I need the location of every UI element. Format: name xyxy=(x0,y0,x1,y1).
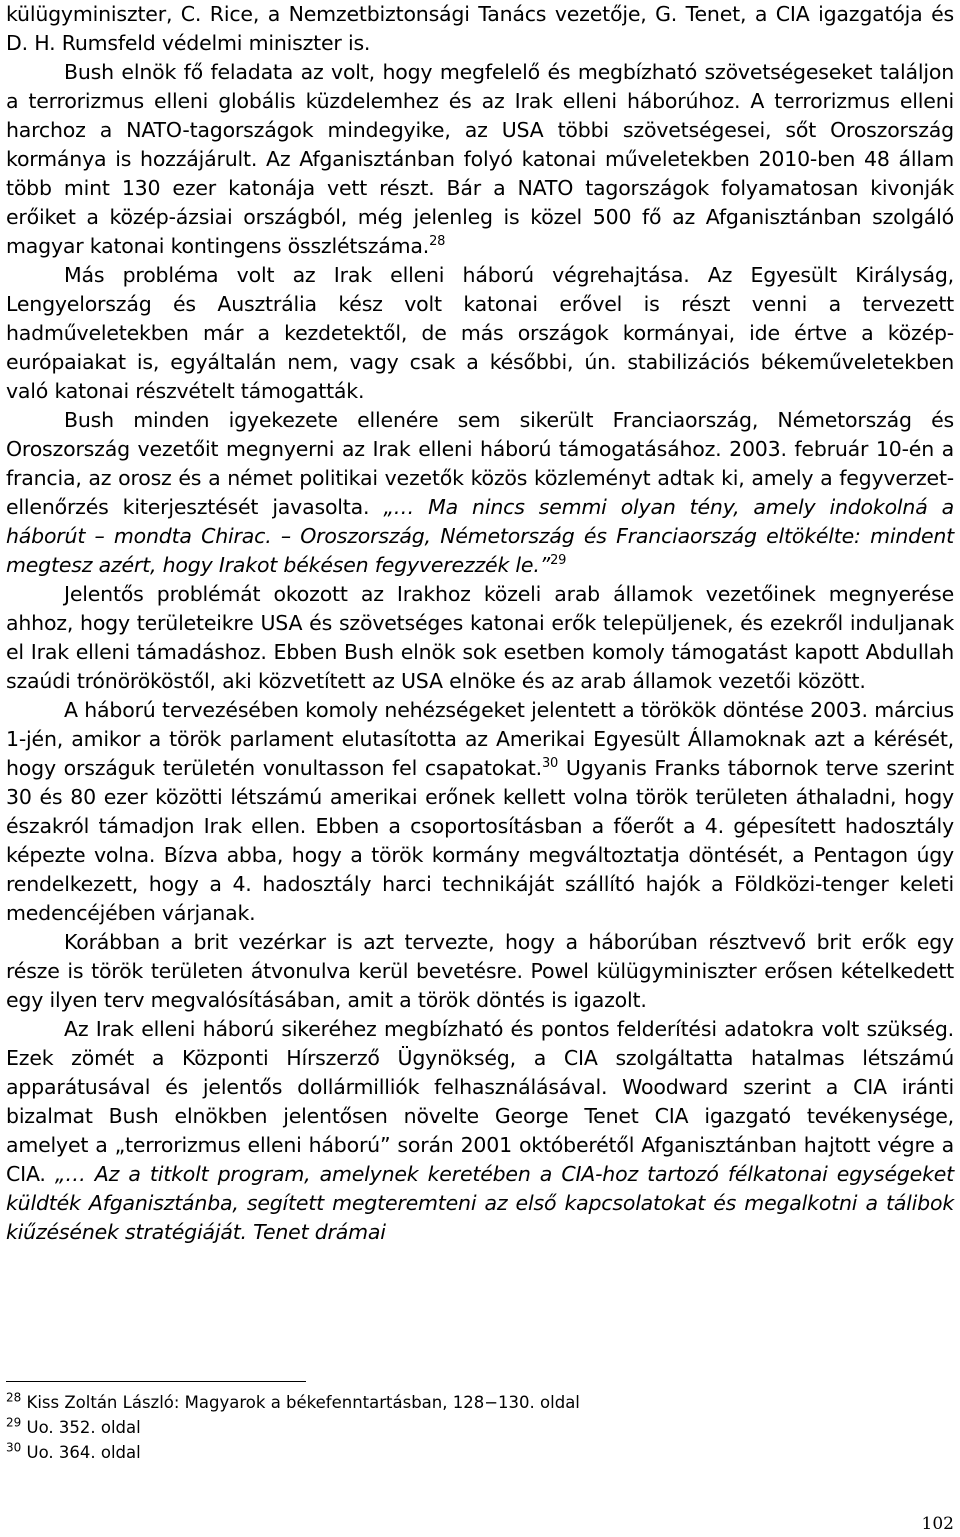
footnote-text: Uo. 364. oldal xyxy=(21,1443,141,1462)
quote-text: „… Ma nincs semmi olyan tény, amely indokolná a háborút – mondta Chirac. – Oroszország, Németország és Franciaország eltökélte: mindent megtesz azért, hogy Irakot békésen fegyverezzék le.” xyxy=(6,495,954,577)
footnote-ref: 30 xyxy=(541,756,559,772)
paragraph xyxy=(6,261,954,406)
footnotes xyxy=(6,1390,906,1465)
paragraph-text: Az Irak elleni háború sikeréhez megbízható és pontos felderítési adatokra volt szükség. Ezek zömét a Központi Hírszerző Ügynökség, a CIA szolgáltatta hatalmas létszámú apparátusával és jelentős dollármilliók felhasználásával. Woodward szerint a CIA iránti bizalmat Bush elnökben jelentősen növelte George Tenet CIA igazgató tevékenysége, amelyet a „terrorizmus elleni háború” során 2001 októberétől Afganisztánban hajtott végre a CIA. xyxy=(6,1017,954,1186)
footnote-text: Kiss Zoltán László: Magyarok a békefenntartásban, 128−130. oldal xyxy=(21,1393,580,1412)
paragraph xyxy=(6,406,954,580)
paragraph xyxy=(6,0,954,58)
footnote xyxy=(6,1415,906,1440)
paragraph-text: Korábban a brit vezérkar is azt tervezte, hogy a háborúban résztvevő brit erők egy része is török területen átvonulva kerül bevetésre. Powel külügyminiszter erősen kételkedett egy ilyen terv megvalósításában, amit a török döntés is igazolt. xyxy=(6,930,954,1012)
footnote-ref: 28 xyxy=(429,234,446,250)
paragraph xyxy=(6,1015,954,1247)
paragraph-text: Bush minden igyekezete ellenére sem sikerült Franciaország, Németország és Oroszország vezetőit megnyerni az Irak elleni háború támogatásához. 2003. február 10-én a francia, az orosz és a német politikai vezetők közös közleményt adtak ki, amely a fegyverzet-ellenőrzés kiterjesztését javasolta. xyxy=(6,408,954,519)
paragraph-text: külügyminiszter, C. Rice, a Nemzetbiztonsági Tanács vezetője, G. Tenet, a CIA igazgatója és D. H. Rumsfeld védelmi miniszter is. xyxy=(6,2,954,55)
footnote xyxy=(6,1390,906,1415)
paragraph xyxy=(6,928,954,1015)
body-text xyxy=(6,0,954,1247)
footnote xyxy=(6,1440,906,1465)
footnote-number: 28 xyxy=(6,1390,22,1405)
paragraph xyxy=(6,696,954,928)
paragraph-text: Más probléma volt az Irak elleni háború végrehajtása. Az Egyesült Királyság, Lengyelország és Ausztrália kész volt katonai erővel is részt venni a tervezett hadműveletekben már a kezdetektől, de más országok kormányai, ide értve a közép-európaiakat is, egyáltalán nem, vagy csak a későbbi, ún. stabilizációs békeműveletekben való katonai részvételt támogatták. xyxy=(6,263,954,403)
paragraph-text: Ugyanis Franks tábornok terve szerint 30 és 80 ezer közötti létszámú amerikai erőnek kellett volna török területen áthaladni, hogy északról támadjon Irak ellen. Ebben a csoportosításban a főerőt a 4. gépesített hadosztály képezte volna. Bízva abba, hogy a török kormány megváltoztatja döntését, a Pentagon úgy rendelkezett, hogy a 4. hadosztály harci technikáját szállító hajók a Földközi-tenger keleti medencéjében várjanak. xyxy=(6,756,955,925)
footnote-separator xyxy=(6,1381,306,1382)
paragraph-text: A háború tervezésében komoly nehézségeket jelentett a törökök döntése 2003. március 1-jén, amikor a török parlament elutasította az Amerikai Egyesült Államoknak azt a kérését, hogy országuk területén vonultasson fel csapatokat. xyxy=(6,698,954,780)
page-number: 102 xyxy=(921,1514,954,1534)
paragraph xyxy=(6,58,954,261)
footnote-number: 29 xyxy=(6,1415,22,1430)
quote-text: „… Az a titkolt program, amelynek keretében a CIA-hoz tartozó félkatonai egységeket küldték Afganisztánba, segített megteremteni az első kapcsolatokat és megalkotni a tálibok kiűzésének stratégiáját. Tenet drámai xyxy=(6,1162,955,1244)
paragraph-text: Jelentős problémát okozott az Irakhoz közeli arab államok vezetőinek megnyerése ahhoz, hogy területeikre USA és szövetséges katonai erők települjenek, és ezekről induljanak el Irak elleni támadáshoz. Ebben Bush elnök sok esetben komoly támogatást kapott Abdullah szaúdi trónörököstől, aki közvetített az USA elnöke és az arab államok vezetői között. xyxy=(6,582,954,693)
footnote-text: Uo. 352. oldal xyxy=(21,1418,141,1437)
paragraph-text: Bush elnök fő feladata az volt, hogy megfelelő és megbízható szövetségeseket találjon a terrorizmus elleni globális küzdelemhez és az Irak elleni háborúhoz. A terrorizmus elleni harchoz a NATO-tagországok mindegyike, az USA többi szövetségesei, sőt Oroszország kormánya is hozzájárult. Az Afganisztánban folyó katonai műveletekben 2010-ben 48 állam több mint 130 ezer katonája vett részt. Bár a NATO tagországok folyamatosan kivonják erőiket a közép-ázsiai országból, még jelenleg is közel 500 fő az Afganisztánban szolgáló magyar katonai kontingens összlétszáma. xyxy=(6,60,954,258)
footnote-ref: 29 xyxy=(550,553,567,569)
paragraph xyxy=(6,580,954,696)
footnote-number: 30 xyxy=(6,1440,22,1455)
